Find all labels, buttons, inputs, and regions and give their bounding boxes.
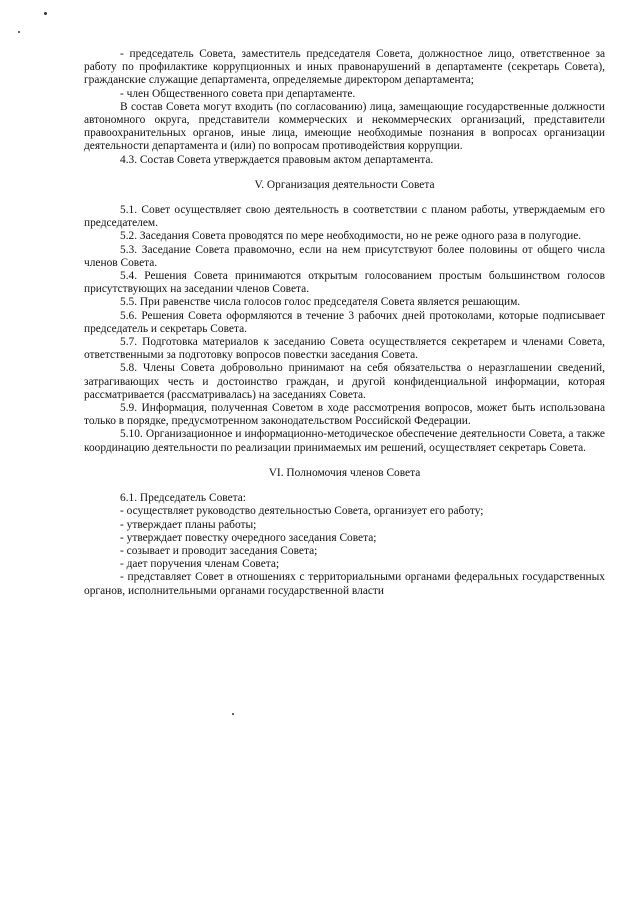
list-item: - утверждает планы работы; [120,518,257,531]
paragraph: 5.6. Решения Совета оформляются в течение 3 рабочих дней протоколами, которые подписывает председатель и секретарь Совета. [84,309,605,335]
scan-speck [18,31,20,33]
paragraph: 5.4. Решения Совета принимаются открытым голосованием простым большинством голосов присутствующих на заседании членов Совета. [84,270,605,296]
document-body [84,48,605,598]
list-item: - утверждает повестку очередного заседания Совета; [120,531,377,544]
paragraph: 5.7. Подготовка материалов к заседанию Совета осуществляется секретарем и членами Совета, ответственными за подготовку вопросов повестки заседания Совета. [84,336,605,362]
list-item: - дает поручения членам Совета; [120,558,280,571]
paragraph: - член Общественного совета при департаменте. [120,87,356,100]
section-heading: VI. Полномочия членов Совета [268,466,421,479]
paragraph: 5.9. Информация, полученная Советом в ходе рассмотрения вопросов, может быть использована только в порядке, предусмотренном законодательством Российской Федерации. [84,402,605,428]
scan-speck [232,713,234,715]
scan-speck [44,12,47,15]
paragraph: 5.8. Члены Совета добровольно принимают на себя обязательства о неразглашении сведений, затрагивающих честь и достоинство граждан, и другой конфиденциальной информации, которая рассматривается (рассматривалась) на заседаниях Совета. [84,362,605,401]
paragraph: 4.3. Состав Совета утверждается правовым актом департамента. [120,153,434,166]
paragraph: 5.2. Заседания Совета проводятся по мере необходимости, но не реже одного раза в полугодие. [120,230,582,243]
paragraph: 5.10. Организационное и информационно-методическое обеспечение деятельности Совета, а также координацию деятельности по реализации принимаемых им решений, осуществляет секретарь Совета. [84,428,605,454]
section-heading: V. Организация деятельности Совета [254,178,435,191]
paragraph: - председатель Совета, заместитель председателя Совета, должностное лицо, ответственное за работу по профилактике коррупционных и иных правонарушений в департаменте (секретарь Совета), гражданские служащие департамента, определяемые директором департамента; [84,48,605,87]
list-item: - созывает и проводит заседания Совета; [120,544,318,557]
paragraph: 5.1. Совет осуществляет свою деятельность в соответствии с планом работы, утверждаемым его председателем. [84,204,605,230]
paragraph: 5.5. При равенстве числа голосов голос председателя Совета является решающим. [120,296,521,309]
list-item: - представляет Совет в отношениях с территориальными органами федеральных государственных органов, исполнительными органами государственной власти [84,571,605,597]
paragraph: 5.3. Заседание Совета правомочно, если на нем присутствуют более половины от общего числа членов Совета. [84,243,605,269]
paragraph: 6.1. Председатель Совета: [120,492,246,505]
list-item: - осуществляет руководство деятельностью Совета, организует его работу; [120,505,484,518]
paragraph: В состав Совета могут входить (по согласованию) лица, замещающие государственные должности автономного округа, представители коммерческих и некоммерческих организаций, представители правоохранительных органов, иные лица, имеющие необходимые познания в вопросах организации деятельности департамента и (или) по вопросам противодействия коррупции. [84,100,605,153]
